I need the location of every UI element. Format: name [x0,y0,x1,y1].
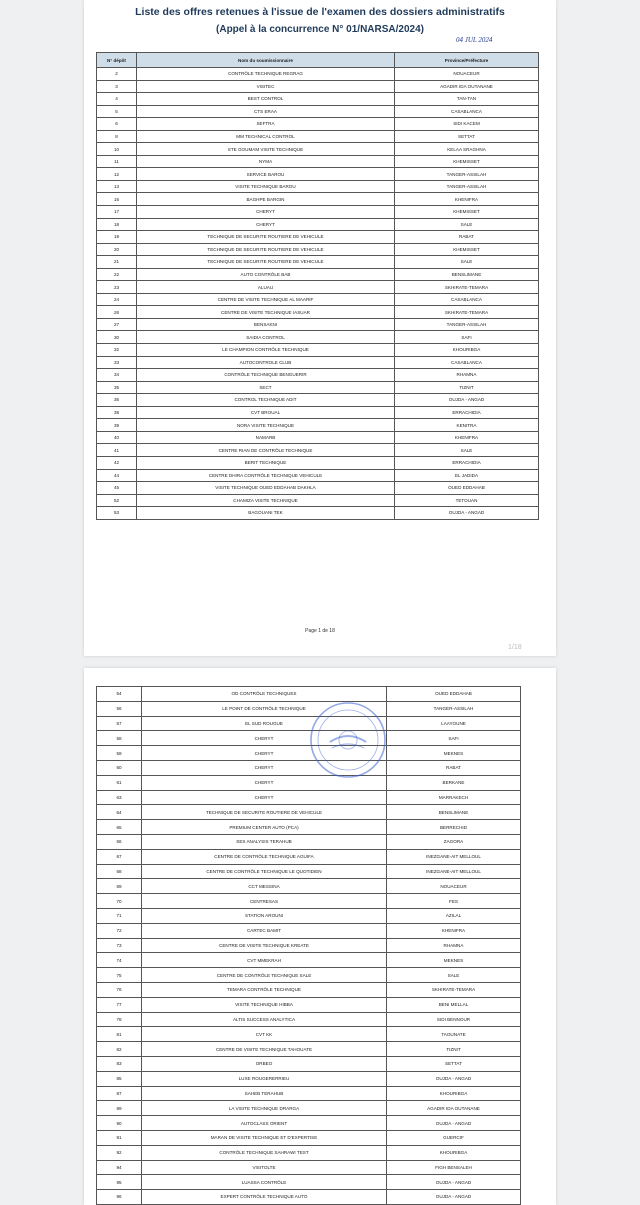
cell-deposit-number: 42 [97,456,137,469]
cell-deposit-number: 34 [97,369,137,382]
table-row [97,687,521,702]
cell-bidder-name: CVT BROUAL [137,406,395,419]
cell-bidder-name: TECHNIQUE DE SECURITE ROUTIERE DE VEHICULE [142,805,387,820]
table-row [97,820,521,835]
cell-province: TETOUAN [395,494,539,507]
cell-deposit-number: 33 [97,356,137,369]
cell-deposit-number: 23 [97,281,137,294]
table-row [97,849,521,864]
table-row [97,716,521,731]
cell-deposit-number: 36 [97,394,137,407]
cell-deposit-number: 40 [97,431,137,444]
cell-province: KHOURIBGA [387,1145,521,1160]
cell-deposit-number: 91 [97,1130,142,1145]
cell-bidder-name: AUTO CONTRÔLE BAB [137,268,395,281]
cell-deposit-number: 39 [97,419,137,432]
cell-bidder-name: SES ANALYSIS TERAHUB [142,834,387,849]
table-row [97,1145,521,1160]
table-row [97,731,521,746]
cell-province: OUJDA - ANGAD [387,1175,521,1190]
cell-bidder-name: ORBEO [142,1056,387,1071]
cell-province: SALE [395,444,539,457]
cell-deposit-number: 52 [97,494,137,507]
cell-bidder-name: CVT KK [142,1027,387,1042]
cell-bidder-name: AUTOCLASS ORIENT [142,1116,387,1131]
table-row [97,1116,521,1131]
cell-province: SALE [395,218,539,231]
table-row [97,968,521,983]
cell-bidder-name: CARTEC BAMIT [142,923,387,938]
cell-province: KHOURIBGA [387,1086,521,1101]
table-row [97,953,521,968]
table-row [97,130,539,143]
table-row [97,494,539,507]
cell-deposit-number: 76 [97,982,142,997]
cell-deposit-number: 95 [97,1175,142,1190]
cell-deposit-number: 92 [97,1145,142,1160]
cell-deposit-number: 21 [97,256,137,269]
offers-table-page-2 [96,686,521,1205]
cell-province: MARRAKECH [387,790,521,805]
cell-bidder-name: LE POINT DE CONTRÔLE TECHNIQUE [142,701,387,716]
table-row [97,143,539,156]
cell-deposit-number: 17 [97,206,137,219]
cell-province: EL JADIDA [395,469,539,482]
header-province: Province/Préfecture [395,53,539,68]
date-stamp: 04 JUL 2024 [456,36,493,44]
table-row [97,701,521,716]
cell-bidder-name: CONTRÔLE TECHNIQUE REGRAG [137,68,395,81]
cell-province: NOUACEUR [387,879,521,894]
cell-bidder-name: STE GOUMAM VISITE TECHNIQUE [137,143,395,156]
table-row [97,746,521,761]
table-row [97,293,539,306]
table-row [97,431,539,444]
cell-bidder-name: CHERYT [137,218,395,231]
cell-bidder-name: CENTRE DE CONTRÔLE TECHNIQUE LE QUOTIDIEN [142,864,387,879]
cell-province: SAFI [395,331,539,344]
cell-bidder-name: ALUAU [137,281,395,294]
table-row [97,790,521,805]
cell-deposit-number: 16 [97,193,137,206]
cell-deposit-number: 87 [97,1086,142,1101]
cell-bidder-name: SERVICE BAROU [137,168,395,181]
table-row [97,444,539,457]
table-row [97,775,521,790]
table-row [97,1190,521,1205]
header-bidder-name: Nom du soumissionnaire [137,53,395,68]
cell-deposit-number: 27 [97,318,137,331]
cell-province: SAFI [387,731,521,746]
table-row [97,406,539,419]
cell-deposit-number: 6 [97,118,137,131]
cell-bidder-name: LUXE ROUGERERRIEU [142,1071,387,1086]
cell-bidder-name: CCT MESSINA [142,879,387,894]
table-row [97,879,521,894]
cell-bidder-name: CHERYT [142,775,387,790]
table-row [97,93,539,106]
cell-province: LAAYOUNE [387,716,521,731]
table-row [97,1086,521,1101]
cell-bidder-name: MM TECHNICAL CONTROL [137,130,395,143]
cell-deposit-number: 68 [97,864,142,879]
cell-bidder-name: EXPERT CONTRÔLE TECHNIQUE AUTO [142,1190,387,1205]
cell-province: BENSLIMANE [395,268,539,281]
cell-province: CASABLANCA [395,105,539,118]
cell-bidder-name: CENTRE DE VISITE TECHNIQUE KREATE [142,938,387,953]
cell-deposit-number: 61 [97,775,142,790]
cell-bidder-name: BERIT TECHNIQUE [137,456,395,469]
cell-deposit-number: 83 [97,1056,142,1071]
cell-deposit-number: 59 [97,746,142,761]
table-row [97,864,521,879]
cell-bidder-name: NORA VISITE TECHNIQUE [137,419,395,432]
cell-province: RABAT [387,760,521,775]
table-row [97,218,539,231]
cell-deposit-number: 60 [97,760,142,775]
cell-province: KENITRA [395,419,539,432]
cell-deposit-number: 2 [97,68,137,81]
cell-bidder-name: CENTRESAS [142,894,387,909]
cell-bidder-name: OD CONTRÔLE TECHNIQUES [142,687,387,702]
cell-bidder-name: CENTRE DHIRA CONTRÔLE TECHNIQUE VEHICULE [137,469,395,482]
cell-bidder-name: VISITE TECHNIQUE HIBBA [142,997,387,1012]
cell-deposit-number: 81 [97,1027,142,1042]
cell-bidder-name: NAMARB [137,431,395,444]
table-row [97,1071,521,1086]
cell-deposit-number: 53 [97,507,137,520]
cell-deposit-number: 71 [97,908,142,923]
cell-province: RHAMNA [387,938,521,953]
table-row [97,318,539,331]
cell-bidder-name: CONTROL TECHNIQUE ADIT [137,394,395,407]
cell-bidder-name: SEFTRA [137,118,395,131]
table-row [97,938,521,953]
cell-deposit-number: 66 [97,834,142,849]
cell-deposit-number: 75 [97,968,142,983]
cell-deposit-number: 74 [97,953,142,968]
cell-bidder-name: CTS ERAA [137,105,395,118]
cell-province: INEZGANE-AIT MELLOUL [387,864,521,879]
document-subtitle: (Appel à la concurrence N° 01/NARSA/2024) [216,24,424,35]
table-row [97,394,539,407]
cell-bidder-name: CHERYT [142,790,387,805]
cell-province: TAOUNATE [387,1027,521,1042]
cell-deposit-number: 56 [97,701,142,716]
table-row [97,243,539,256]
table-row [97,1101,521,1116]
cell-bidder-name: NYMA [137,155,395,168]
cell-province: TANGER-ASSILAH [387,701,521,716]
cell-deposit-number: 8 [97,130,137,143]
table-row [97,281,539,294]
table-row [97,231,539,244]
cell-province: OUED EDDAHAB [387,687,521,702]
cell-province: OUJDA - ANGAD [387,1071,521,1086]
cell-bidder-name: CHERYT [142,731,387,746]
cell-deposit-number: 78 [97,1012,142,1027]
cell-deposit-number: 30 [97,331,137,344]
table-row [97,1175,521,1190]
cell-province: SETTAT [387,1056,521,1071]
cell-province: MEKNES [387,953,521,968]
offers-table-page-1 [96,52,539,520]
cell-deposit-number: 73 [97,938,142,953]
cell-bidder-name: PREMIUM CENTER AUTO (PCA) [142,820,387,835]
cell-province: BERKANE [387,775,521,790]
table-row [97,331,539,344]
cell-province: KELAA SRAGHNA [395,143,539,156]
cell-province: OUJDA - ANGAD [387,1190,521,1205]
cell-deposit-number: 24 [97,293,137,306]
cell-deposit-number: 10 [97,143,137,156]
cell-bidder-name: CENTRE DE VISITE TECHNIQUE AL MAARIF [137,293,395,306]
cell-bidder-name: LE CHAMPION CONTRÔLE TECHNIQUE [137,344,395,357]
cell-province: ERRACHIDIA [395,456,539,469]
cell-province: KHEMISSET [395,206,539,219]
cell-deposit-number: 57 [97,716,142,731]
cell-province: OUJDA - ANGAD [387,1116,521,1131]
page-footer: Page 1 de 18 [305,628,335,634]
table-row [97,118,539,131]
cell-deposit-number: 13 [97,180,137,193]
cell-province: MEKNES [387,746,521,761]
cell-bidder-name: CENTRE RIAN DE CONTRÔLE TECHNIQUE [137,444,395,457]
cell-bidder-name: CENTRE DE VISITE TECHNIQUE TAHOUATE [142,1042,387,1057]
cell-province: AGADIR IDA OUTANANE [387,1101,521,1116]
cell-bidder-name: VISITE TECHNIQUE OUED EDDAHAB DAKHLA [137,482,395,495]
cell-province: ERRACHIDIA [395,406,539,419]
cell-deposit-number: 90 [97,1116,142,1131]
table-row [97,805,521,820]
cell-province: KHEMISSET [395,155,539,168]
cell-province: SIDI KACEM [395,118,539,131]
cell-deposit-number: 54 [97,687,142,702]
cell-province: SALE [387,968,521,983]
cell-bidder-name: CENTRE DE CONTRÔLE TECHNIQUE SALE [142,968,387,983]
cell-bidder-name: CHERYT [142,746,387,761]
cell-bidder-name: TECHNIQUE DE SECURITE ROUTIERE DE VEHICULE [137,243,395,256]
cell-bidder-name: CONTRÔLE TECHNIQUE SAHRAWI TEST [142,1145,387,1160]
cell-deposit-number: 45 [97,482,137,495]
cell-province: ZAGORA [387,834,521,849]
table-header-row [97,53,539,68]
document-title: Liste des offres retenues à l'issue de l'examen des dossiers administratifs [135,6,505,18]
cell-province: TANGER-ASSILAH [395,168,539,181]
cell-deposit-number: 18 [97,218,137,231]
cell-bidder-name: CVT MMEKRAH [142,953,387,968]
table-row [97,1027,521,1042]
cell-deposit-number: 44 [97,469,137,482]
cell-province: KHENIFRA [395,431,539,444]
cell-province: OUJDA - ANGAD [395,507,539,520]
cell-province: SKHIRATE-TEMARA [395,281,539,294]
cell-deposit-number: 64 [97,805,142,820]
cell-deposit-number: 89 [97,1101,142,1116]
cell-bidder-name: LA VISITE TECHNIQUE DRARGA [142,1101,387,1116]
table-row [97,344,539,357]
cell-deposit-number: 67 [97,849,142,864]
cell-province: OUJDA - ANGAD [395,394,539,407]
cell-bidder-name: ALTIS SUCCESS ANALYTICA [142,1012,387,1027]
cell-province: TIZNIT [395,381,539,394]
cell-bidder-name: CONTRÔLE TECHNIQUE BENGUERIR [137,369,395,382]
table-row [97,982,521,997]
cell-bidder-name: VISITEC [137,80,395,93]
cell-deposit-number: 5 [97,105,137,118]
table-row [97,306,539,319]
cell-bidder-name: TECHNIQUE DE SECURITE ROUTIERE DE VEHICULE [137,231,395,244]
cell-deposit-number: 77 [97,997,142,1012]
table-row [97,206,539,219]
table-row [97,381,539,394]
table-row [97,105,539,118]
table-row [97,356,539,369]
cell-province: OUED EDDAHAB [395,482,539,495]
table-row [97,456,539,469]
cell-bidder-name: TECHNIQUE DE SECURITE ROUTIERE DE VEHICULE [137,256,395,269]
header-deposit-number: N° dépôt [97,53,137,68]
table-row [97,469,539,482]
table-row [97,1160,521,1175]
table-row [97,256,539,269]
cell-bidder-name: BAGHPE BARGIN [137,193,395,206]
page-indicator: 1/18 [508,644,522,651]
cell-province: AZILAL [387,908,521,923]
cell-bidder-name: CHERYT [137,206,395,219]
cell-bidder-name: CENTRE DE CONTRÔLE TECHNIQUE AGUIFA [142,849,387,864]
cell-deposit-number: 85 [97,1071,142,1086]
cell-bidder-name: CHERYT [142,760,387,775]
table-row [97,908,521,923]
cell-deposit-number: 12 [97,168,137,181]
cell-province: TIZNIT [387,1042,521,1057]
table-row [97,193,539,206]
table-row [97,760,521,775]
cell-bidder-name: CHAMIZA VISITE TECHNIQUE [137,494,395,507]
cell-deposit-number: 96 [97,1190,142,1205]
cell-deposit-number: 3 [97,80,137,93]
table-row [97,834,521,849]
table-row [97,1012,521,1027]
cell-province: RABAT [395,231,539,244]
cell-province: INEZGANE-AIT MELLOUL [387,849,521,864]
table-row [97,1130,521,1145]
cell-deposit-number: 58 [97,731,142,746]
cell-deposit-number: 4 [97,93,137,106]
table-row [97,155,539,168]
cell-province: SKHIRATE-TEMARA [395,306,539,319]
document-page-2 [84,668,556,1205]
cell-deposit-number: 69 [97,879,142,894]
cell-province: KHENIFRA [387,923,521,938]
cell-deposit-number: 35 [97,381,137,394]
cell-province: SETTAT [395,130,539,143]
cell-province: TANGER-ASSILAH [395,180,539,193]
cell-province: BENSLIMANE [387,805,521,820]
cell-bidder-name: AUTOCONTROLE CLUB [137,356,395,369]
table-row [97,1056,521,1071]
cell-bidder-name: SECT [137,381,395,394]
cell-province: BENI MELLAL [387,997,521,1012]
cell-province: FES [387,894,521,909]
cell-province: KHOURIBGA [395,344,539,357]
table-row [97,507,539,520]
table-row [97,419,539,432]
table-row [97,369,539,382]
cell-province: SKHIRATE-TEMARA [387,982,521,997]
cell-province: TANGER-ASSILAH [395,318,539,331]
table-row [97,923,521,938]
cell-deposit-number: 22 [97,268,137,281]
cell-bidder-name: SAIDIA CONTROL [137,331,395,344]
cell-bidder-name: VISITE TECHNIQUE BAROU [137,180,395,193]
cell-province: KHEMISSET [395,243,539,256]
cell-deposit-number: 72 [97,923,142,938]
cell-deposit-number: 82 [97,1042,142,1057]
table-row [97,997,521,1012]
cell-bidder-name: STATION AROUNI [142,908,387,923]
cell-province: BERRECHID [387,820,521,835]
table-row [97,482,539,495]
table-row [97,68,539,81]
cell-deposit-number: 70 [97,894,142,909]
cell-deposit-number: 38 [97,406,137,419]
cell-bidder-name: CENTRE DE VISITE TECHNIQUE IASUAR [137,306,395,319]
table-row [97,80,539,93]
cell-province: RHAMNA [395,369,539,382]
cell-deposit-number: 63 [97,790,142,805]
cell-bidder-name: BEST CONTROL [137,93,395,106]
table-row [97,180,539,193]
cell-deposit-number: 32 [97,344,137,357]
cell-deposit-number: 20 [97,243,137,256]
cell-bidder-name: MARAN DE VISITE TECHNIQUE ET D'EXPERTISE [142,1130,387,1145]
cell-province: FIGH BENSALEH [387,1160,521,1175]
cell-deposit-number: 65 [97,820,142,835]
cell-deposit-number: 94 [97,1160,142,1175]
cell-deposit-number: 11 [97,155,137,168]
cell-province: KHENIFRA [395,193,539,206]
cell-bidder-name: EL SUD ROUGUE [142,716,387,731]
cell-bidder-name: BAGOUANI TEK [137,507,395,520]
cell-province: CASABLANCA [395,356,539,369]
table-row [97,894,521,909]
table-row [97,1042,521,1057]
cell-province: SIDI BENNOUR [387,1012,521,1027]
document-page-1 [84,0,556,656]
table-row [97,268,539,281]
cell-bidder-name: VISITOLTE [142,1160,387,1175]
cell-deposit-number: 26 [97,306,137,319]
cell-province: SALE [395,256,539,269]
cell-province: TAN-TAN [395,93,539,106]
cell-province: CASABLANCA [395,293,539,306]
cell-province: AGADIR IDA OUTANANE [395,80,539,93]
cell-bidder-name: LUASSA CONTRÔLE [142,1175,387,1190]
cell-bidder-name: BENSAKNI [137,318,395,331]
cell-bidder-name: TEMARA CONTRÔLE TECHNIQUE [142,982,387,997]
cell-province: GUERCIF [387,1130,521,1145]
cell-deposit-number: 19 [97,231,137,244]
table-row [97,168,539,181]
cell-bidder-name: SAHEB TERAHUB [142,1086,387,1101]
cell-deposit-number: 41 [97,444,137,457]
cell-province: NOUACEUR [395,68,539,81]
